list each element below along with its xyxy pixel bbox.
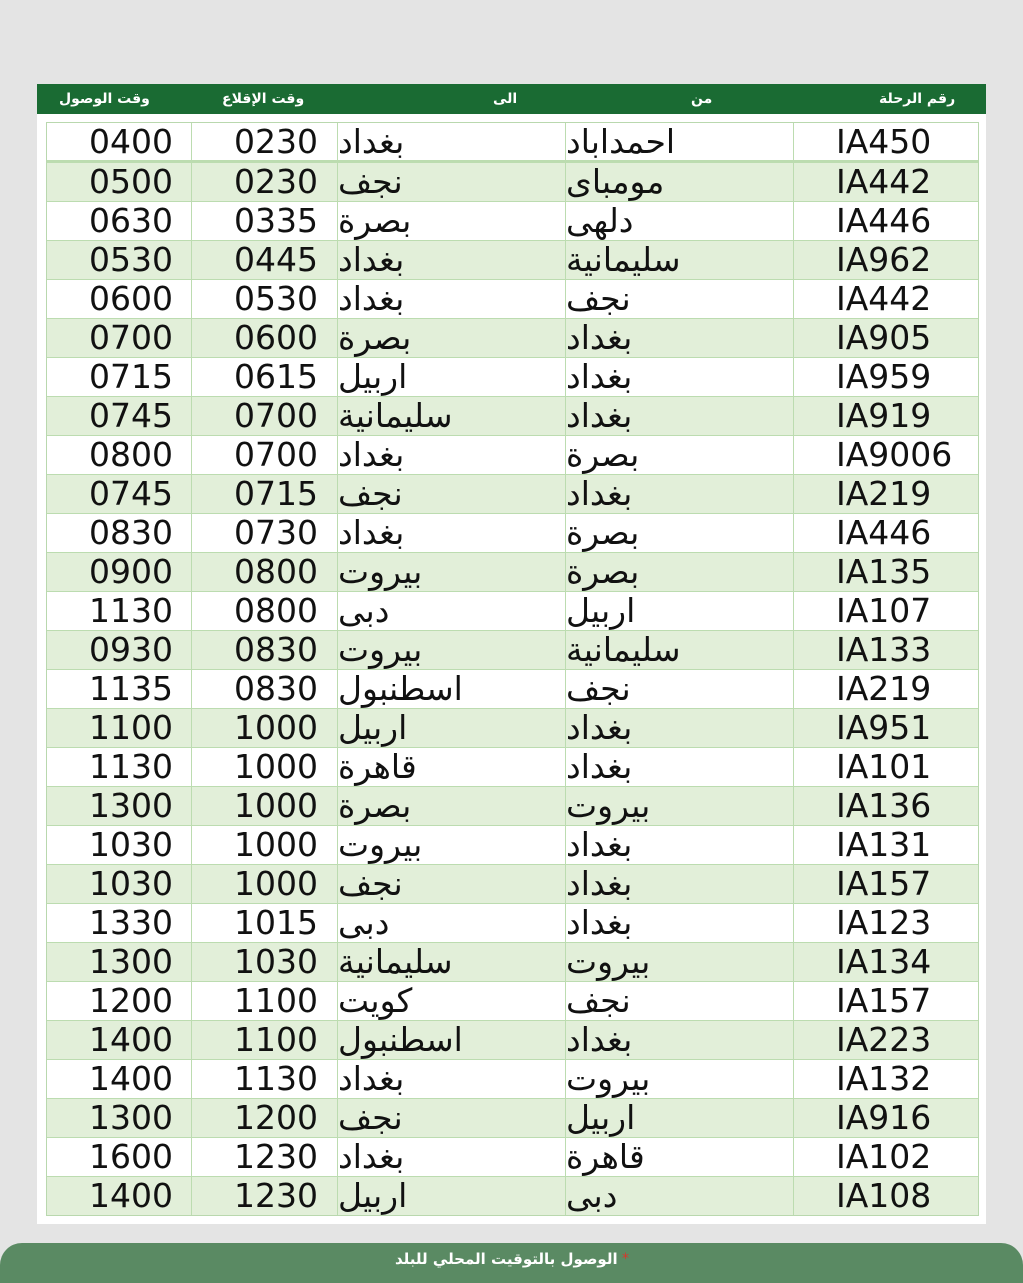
destination-cell: بصرة — [338, 319, 566, 357]
table-row — [47, 1021, 978, 1060]
table-row — [47, 670, 978, 709]
arrival-time-cell: 0700 — [47, 319, 192, 357]
table-row — [47, 631, 978, 670]
table-row — [47, 319, 978, 358]
departure-time-cell: 1000 — [192, 709, 338, 747]
origin-cell: اربيل — [566, 592, 794, 630]
destination-cell: نجف — [338, 163, 566, 201]
arrival-time-cell: 1330 — [47, 904, 192, 942]
departure-time-cell: 0715 — [192, 475, 338, 513]
destination-cell: اسطنبول — [338, 670, 566, 708]
flight-number-cell: IA131 — [836, 826, 932, 864]
table-row — [47, 163, 978, 202]
destination-cell: بصرة — [338, 787, 566, 825]
destination-cell: نجف — [338, 475, 566, 513]
table-row — [47, 748, 978, 787]
table-row — [47, 1099, 978, 1138]
flight-number-cell: IA102 — [836, 1138, 932, 1176]
origin-cell: بيروت — [566, 943, 794, 981]
destination-cell: بيروت — [338, 631, 566, 669]
departure-time-cell: 0530 — [192, 280, 338, 318]
flight-number-cell: IA135 — [836, 553, 932, 591]
arrival-time-cell: 1130 — [47, 748, 192, 786]
origin-cell: نجف — [566, 280, 794, 318]
table-row — [47, 241, 978, 280]
flight-number-cell: IA101 — [836, 748, 932, 786]
departure-time-cell: 0830 — [192, 631, 338, 669]
origin-cell: سليمانية — [566, 241, 794, 279]
origin-cell: بغداد — [566, 709, 794, 747]
table-row — [47, 826, 978, 865]
schedule-panel — [37, 114, 986, 1224]
flight-number-cell: IA959 — [836, 358, 932, 396]
arrival-time-cell: 1030 — [47, 865, 192, 903]
flight-number-cell: IA905 — [836, 319, 932, 357]
destination-cell: بغداد — [338, 436, 566, 474]
arrival-time-cell: 0930 — [47, 631, 192, 669]
table-row — [47, 123, 978, 163]
header-arrival: وقت الوصول — [59, 91, 150, 107]
departure-time-cell: 0600 — [192, 319, 338, 357]
destination-cell: بغداد — [338, 1138, 566, 1176]
flight-table — [46, 122, 979, 1216]
departure-time-cell: 1015 — [192, 904, 338, 942]
arrival-time-cell: 1400 — [47, 1177, 192, 1215]
origin-cell: بغداد — [566, 358, 794, 396]
arrival-time-cell: 0630 — [47, 202, 192, 240]
destination-cell: سليمانية — [338, 943, 566, 981]
table-row — [47, 865, 978, 904]
arrival-time-cell: 0600 — [47, 280, 192, 318]
table-row — [47, 943, 978, 982]
flight-number-cell: IA450 — [836, 123, 932, 160]
departure-time-cell: 1100 — [192, 1021, 338, 1059]
flight-number-cell: IA442 — [836, 163, 932, 201]
departure-time-cell: 1230 — [192, 1177, 338, 1215]
departure-time-cell: 0445 — [192, 241, 338, 279]
table-row — [47, 982, 978, 1021]
table-row — [47, 1060, 978, 1099]
flight-number-cell: IA446 — [836, 202, 932, 240]
flight-number-cell: IA133 — [836, 631, 932, 669]
arrival-time-cell: 1200 — [47, 982, 192, 1020]
flight-number-cell: IA157 — [836, 982, 932, 1020]
destination-cell: اربيل — [338, 709, 566, 747]
table-row — [47, 475, 978, 514]
flight-number-cell: IA134 — [836, 943, 932, 981]
origin-cell: بيروت — [566, 1060, 794, 1098]
arrival-time-cell: 0800 — [47, 436, 192, 474]
origin-cell: بغداد — [566, 826, 794, 864]
flight-number-cell: IA962 — [836, 241, 932, 279]
departure-time-cell: 0700 — [192, 436, 338, 474]
origin-cell: دلهى — [566, 202, 794, 240]
origin-cell: احمداباد — [566, 123, 794, 160]
origin-cell: بيروت — [566, 787, 794, 825]
table-row — [47, 1177, 978, 1215]
departure-time-cell: 0230 — [192, 123, 338, 160]
header-from: من — [691, 91, 713, 107]
table-row — [47, 202, 978, 241]
destination-cell: بغداد — [338, 280, 566, 318]
destination-cell: بغداد — [338, 241, 566, 279]
table-row — [47, 1138, 978, 1177]
destination-cell: بيروت — [338, 826, 566, 864]
origin-cell: بغداد — [566, 475, 794, 513]
departure-time-cell: 1030 — [192, 943, 338, 981]
departure-time-cell: 0230 — [192, 163, 338, 201]
footer-note: الوصول بالتوقيت المحلي للبلد — [395, 1250, 618, 1268]
header-departure: وقت الإقلاع — [222, 91, 305, 107]
departure-time-cell: 0730 — [192, 514, 338, 552]
flight-number-cell: IA446 — [836, 514, 932, 552]
departure-time-cell: 1000 — [192, 787, 338, 825]
table-row — [47, 709, 978, 748]
table-row — [47, 904, 978, 943]
departure-time-cell: 0800 — [192, 592, 338, 630]
arrival-time-cell: 0530 — [47, 241, 192, 279]
origin-cell: قاهرة — [566, 1138, 794, 1176]
arrival-time-cell: 1600 — [47, 1138, 192, 1176]
flight-number-cell: IA219 — [836, 670, 932, 708]
origin-cell: دبى — [566, 1177, 794, 1215]
flight-number-cell: IA951 — [836, 709, 932, 747]
table-row — [47, 280, 978, 319]
arrival-time-cell: 1030 — [47, 826, 192, 864]
arrival-time-cell: 0500 — [47, 163, 192, 201]
departure-time-cell: 0700 — [192, 397, 338, 435]
arrival-time-cell: 0400 — [47, 123, 192, 160]
destination-cell: قاهرة — [338, 748, 566, 786]
origin-cell: بغداد — [566, 865, 794, 903]
flight-number-cell: IA9006 — [836, 436, 953, 474]
destination-cell: بيروت — [338, 553, 566, 591]
flight-number-cell: IA442 — [836, 280, 932, 318]
flight-number-cell: IA219 — [836, 475, 932, 513]
departure-time-cell: 1000 — [192, 826, 338, 864]
departure-time-cell: 0335 — [192, 202, 338, 240]
departure-time-cell: 0830 — [192, 670, 338, 708]
flight-number-cell: IA108 — [836, 1177, 932, 1215]
destination-cell: بصرة — [338, 202, 566, 240]
destination-cell: نجف — [338, 1099, 566, 1137]
departure-time-cell: 1100 — [192, 982, 338, 1020]
origin-cell: نجف — [566, 982, 794, 1020]
table-row — [47, 787, 978, 826]
origin-cell: بغداد — [566, 748, 794, 786]
origin-cell: بصرة — [566, 553, 794, 591]
arrival-time-cell: 1400 — [47, 1021, 192, 1059]
arrival-time-cell: 1400 — [47, 1060, 192, 1098]
origin-cell: مومباى — [566, 163, 794, 201]
footer-bar — [0, 1243, 1023, 1283]
arrival-time-cell: 1100 — [47, 709, 192, 747]
origin-cell: نجف — [566, 670, 794, 708]
arrival-time-cell: 0900 — [47, 553, 192, 591]
table-row — [47, 592, 978, 631]
origin-cell: بغداد — [566, 904, 794, 942]
origin-cell: بصرة — [566, 436, 794, 474]
flight-number-cell: IA223 — [836, 1021, 932, 1059]
departure-time-cell: 1130 — [192, 1060, 338, 1098]
destination-cell: سليمانية — [338, 397, 566, 435]
destination-cell: بغداد — [338, 1060, 566, 1098]
table-row — [47, 514, 978, 553]
departure-time-cell: 0800 — [192, 553, 338, 591]
destination-cell: بغداد — [338, 123, 566, 160]
flight-number-cell: IA123 — [836, 904, 932, 942]
destination-cell: بغداد — [338, 514, 566, 552]
destination-cell: اربيل — [338, 358, 566, 396]
arrival-time-cell: 1300 — [47, 943, 192, 981]
table-row — [47, 397, 978, 436]
departure-time-cell: 1200 — [192, 1099, 338, 1137]
arrival-time-cell: 0715 — [47, 358, 192, 396]
origin-cell: بصرة — [566, 514, 794, 552]
origin-cell: بغداد — [566, 319, 794, 357]
arrival-time-cell: 1300 — [47, 787, 192, 825]
flight-number-cell: IA107 — [836, 592, 932, 630]
destination-cell: دبى — [338, 592, 566, 630]
flight-number-cell: IA136 — [836, 787, 932, 825]
origin-cell: بغداد — [566, 397, 794, 435]
departure-time-cell: 1000 — [192, 865, 338, 903]
header-flight-number: رقم الرحلة — [879, 91, 956, 107]
table-header — [37, 84, 986, 114]
destination-cell: اربيل — [338, 1177, 566, 1215]
departure-time-cell: 1000 — [192, 748, 338, 786]
flight-number-cell: IA916 — [836, 1099, 932, 1137]
arrival-time-cell: 1135 — [47, 670, 192, 708]
arrival-time-cell: 1300 — [47, 1099, 192, 1137]
origin-cell: بغداد — [566, 1021, 794, 1059]
destination-cell: كويت — [338, 982, 566, 1020]
destination-cell: اسطنبول — [338, 1021, 566, 1059]
header-to: الى — [493, 91, 518, 107]
flight-number-cell: IA132 — [836, 1060, 932, 1098]
origin-cell: سليمانية — [566, 631, 794, 669]
table-row — [47, 553, 978, 592]
arrival-time-cell: 0830 — [47, 514, 192, 552]
table-row — [47, 436, 978, 475]
destination-cell: دبى — [338, 904, 566, 942]
arrival-time-cell: 0745 — [47, 397, 192, 435]
flight-number-cell: IA919 — [836, 397, 932, 435]
departure-time-cell: 0615 — [192, 358, 338, 396]
footer-asterisk: * — [622, 1251, 629, 1267]
origin-cell: اربيل — [566, 1099, 794, 1137]
flight-number-cell: IA157 — [836, 865, 932, 903]
destination-cell: نجف — [338, 865, 566, 903]
arrival-time-cell: 0745 — [47, 475, 192, 513]
table-row — [47, 358, 978, 397]
departure-time-cell: 1230 — [192, 1138, 338, 1176]
arrival-time-cell: 1130 — [47, 592, 192, 630]
